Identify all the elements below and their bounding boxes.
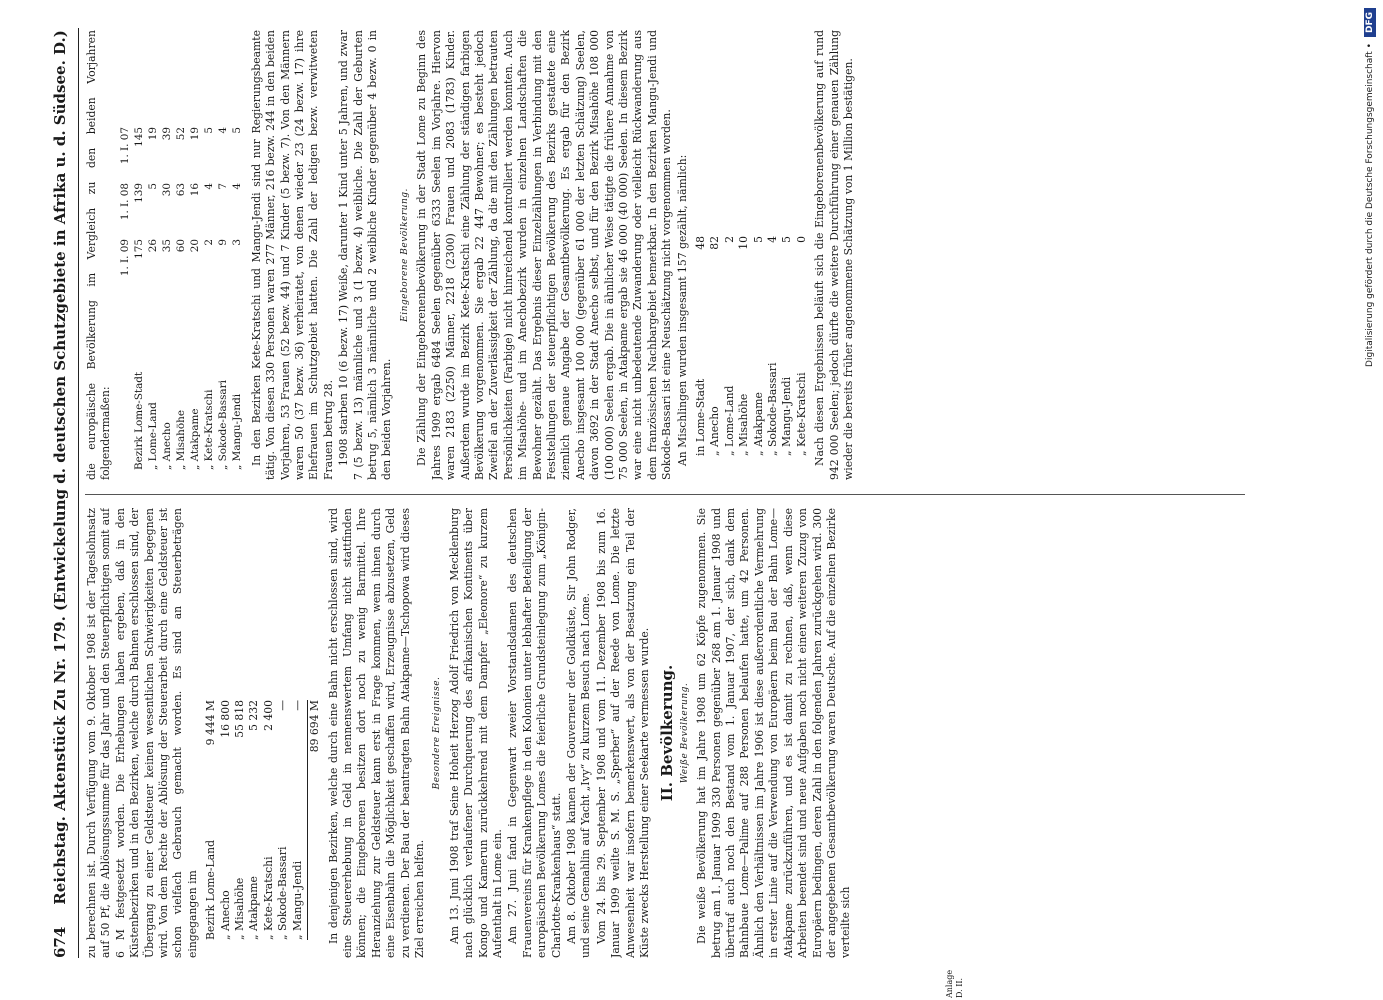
paragraph: Am 8. Oktober 1908 kamen der Gouverneur der Goldküste, Sir John Rodger, und seine Gemahlin auf Yacht „Ivy“ zu kurzem Besuch nach Lome.: [565, 508, 593, 958]
table-row: „ Misahöhe 60 63 52: [174, 127, 187, 470]
paragraph: In den Bezirken Kete-Kratschi und Mangu-Jendi sind nur Regierungsbeamte tätig. Von diesen 330 Personen waren 277 Männer, 216 bezw. 244 in den beiden Vorjahren, 53 Frauen (52 bezw. 44) und 7 Kinder (5 bezw. 7). Von den Männern waren 50 (37 bezw. 36) verheiratet, von denen wieder 23 (24 bezw. 17) ihre Ehefrauen im Schutzgebiet hatten. Die Zahl der ledigen bezw. verwitweten Frauen betrug 28.: [249, 30, 335, 480]
paragraph: Die weiße Bevölkerung hat im Jahre 1908 um 62 Köpfe zugenommen. Sie betrug am 1. Januar 1909 330 Personen gegenüber 268 am 1. Januar 1908 und übertraf auch noch den Bestand vom 1. Januar 1907, der sich, dank dem Bahnbaue Lome—Palime auf 288 Personen belaufen hatte, um 42 Personen. Ähnlich den Verhältnissen im Jahre 1906 ist diese außerordentliche Vermehrung in erster Linie auf die Verwendung von Europäern beim Bau der Bahn Lome—Atakpame zurückzuführen, und es ist damit zu rechnen, daß, wenn diese Arbeiten beendet sind und neue Aufgaben noch nicht einen weiteren Zuzug von Europäern bedingen, deren Zahl in den folgenden Jahren zurückgehen wird. 300 der angegebenen Gesamtbevölkerung waren Deutsche. Auf die einzelnen Bezirke verteilte sich: [695, 508, 853, 958]
subheading-white-population: Weiße Bevölkerung.: [679, 682, 690, 784]
section-heading: II. Bevölkerung.: [658, 664, 677, 802]
paragraph: Am 13. Juni 1908 traf Seine Hoheit Herzog Adolf Friedrich von Mecklenburg nach glücklich verlaufener Durchquerung des afrikanischen Kontinents über Kongo und Kamerun zurückkehrend mit dem Dampfer „Eleonore“ zu kurzem Aufenthalt in Lome ein.: [447, 508, 504, 958]
tax-sum: 89 694 M: [308, 700, 322, 753]
population-table: [118, 119, 244, 470]
paragraph: die europäische Bevölkerung im Vergleich zu den beiden Vorjahren folgendermaßen:: [85, 30, 113, 480]
tax-list: [204, 508, 322, 940]
page-title: Reichstag. Aktenstück Zu Nr. 179. (Entwickelung d. deutschen Schutzgebiete in Afrika u. d. Südsee. D.): [51, 30, 69, 905]
subheading-native-population: Eingeborene Bevölkerung.: [399, 188, 410, 322]
table-row: „ Sokode-Bassari 9 7 4: [216, 127, 229, 470]
table-row: „ Mangu-Jendi 3 4 5: [230, 127, 243, 470]
paragraph: Die Zählung der Eingeborenenbevölkerung in der Stadt Lome zu Beginn des Jahres 1909 ergab 6484 Seelen gegenüber 6333 Seelen im Vorjahre. Hiervon waren 2183 (2250) Männer, 2218 (2300) Frauen und 2083 (1783) Kinder. Außerdem wurde im Bezirk Kete-Kratschi eine Zählung der ständigen farbigen Bevölkerung vorgenommen. Sie ergab 22 447 Bewohner; es besteht jedoch Zweifel an der Zuverlässigkeit der Zählung, da die mit den Zählungen betrauten Persönlichkeiten (Farbige) nicht hinreichend kontrolliert werden konnten. Auch im Misahöhe- und im Anechobezirk wurden in einzelnen Landschaften die Bewohner gezählt. Das Ergebnis dieser Einzelzählungen in Verbindung mit den Feststellungen der steuerpflichtigen Bevölkerung des Bezirks gestattete eine ziemlich genaue Angabe der Gesamtbevölkerung. Es ergab für den Bezirk Anecho insgesamt 100 000 (gegenüber 61 000 der letzten Schätzung) Seelen, davon 3692 in der Stadt Anecho selbst, und für den Bezirk Misahöhe 108 000 (100 000) Seelen ergab. Die in ähnlicher Weise tätigte die frühere Annahme von 75 000 Seelen, in Atakpame ergab sie 46 000 (40 000) Seelen. In diesem Bezirk war eine nicht unbedeutende Zuwanderung oder vielleicht Rückwanderung aus dem französischen Nachbargebiet bemerkbar. In den Bezirken Mangu-Jendi und Sokode-Bassari ist eine Neuschätzung nicht vorgenommen worden.: [415, 30, 674, 480]
dfg-credit: Digitalisierung gefördert durch die Deutsche Forschungsgemeinschaft •: [1365, 43, 1375, 367]
list-item: „ Kete-Kratschi 0: [794, 236, 808, 456]
list-item: „ Atakpame 5: [751, 236, 765, 456]
list-item: „ Mangu-Jendi —: [290, 700, 304, 940]
margin-note: Anlage D. II.: [945, 969, 964, 998]
right-column: [85, 30, 1285, 480]
mixed-population-list: [694, 30, 809, 456]
list-item: „ Kete-Kratschi 2 400: [261, 700, 275, 940]
list-item: „ Mangu-Jendi 5: [780, 236, 794, 456]
list-item: „ Anecho 16 800: [218, 700, 232, 940]
list-item: „ Lome-Land 2: [722, 236, 736, 456]
table-row: „ Lome-Land 26 5 19: [146, 127, 159, 470]
table-row: „ Anecho 35 30 39: [160, 127, 173, 470]
column-divider: [85, 494, 1245, 495]
header-rule: [78, 28, 79, 958]
paragraph: Nach diesen Ergebnissen beläuft sich die Eingeborenenbevölkerung auf rund 942 000 Seelen; jedoch dürfte die weitere Durchführung einer genauen Zählung wieder die bereits früher angenommene Schätzung von 1 Million bestätigen.: [813, 30, 856, 480]
rotated-page: [45, 28, 1295, 998]
table-row: Bezirk Lome-Stadt 175 139 145: [132, 127, 145, 470]
table-row: „ Kete-Kratschi 2 4 5: [202, 127, 215, 470]
dfg-sidebar: [1360, 0, 1380, 1000]
list-item: Bezirk Lome-Land 9 444 M: [204, 700, 218, 940]
list-item: „ Sokode-Bassari —: [276, 700, 290, 940]
paragraph: 1908 starben 10 (6 bezw. 17) Weiße, darunter 1 Kind unter 5 Jahren, und zwar 7 (5 bezw. 13) männliche und 3 (1 bezw. 4) weibliche. Die Zahl der Geburten betrug 5, nämlich 3 männliche und 2 weibliche Kinder gegenüber 4 bezw. 0 in den beiden Vorjahren.: [337, 30, 394, 480]
column-header: 1. I. 09: [118, 239, 131, 277]
page-header: [45, 28, 75, 958]
list-item: in Lome-Stadt 48: [694, 236, 707, 456]
paragraph: Am 27. Juni fand in Gegenwart zweier Vorstandsdamen des deutschen Frauenvereins für Krankenpflege in den Kolonien unter lebhafter Beteiligung der europäischen Bevölkerung Lomes die feierliche Grundsteinlegung zum „Königin-Charlotte-Krankenhaus“ statt.: [506, 508, 563, 958]
column-header: 1. I. 08: [118, 183, 131, 221]
list-item: „ Misahöhe 10: [737, 236, 751, 456]
table-header-row: [118, 119, 132, 470]
left-column: [85, 508, 1285, 958]
list-item: „ Anecho 82: [708, 236, 722, 456]
paragraph: An Mischlingen wurden insgesamt 157 gezählt, nämlich:: [675, 154, 689, 466]
paragraph: zu berechnen ist. Durch Verfügung vom 9. Oktober 1908 ist der Tageslohnsatz auf 50 Pf, die Ablösungssumme für das Jahr und den Steuerpflichtigen somit auf 6 M festgesetzt worden. Die Erhebungen haben ergeben, daß in den Küstenbezirken und in den Bezirken, welche durch Bahnen erschlossen sind, der Übergang zu einer Geldsteuer keinen wesentlichen Schwierigkeiten begegnen wird. Von dem Rechte der Ablösung der Steuerarbeit durch eine Geldsteuer ist schon vielfach Gebrauch gemacht worden. Es sind an Steuerbeträgen eingegangen im: [85, 508, 199, 958]
column-header: 1. I. 07: [118, 127, 131, 165]
list-item: „ Misahöhe 55 818: [233, 700, 247, 940]
paragraph: In denjenigen Bezirken, welche durch eine Bahn nicht erschlossen sind, wird eine Steuererhebung in Geld in nennenswertem Umfang nicht stattfinden können; die Eingeborenen besitzen dort noch zu wenig Barmittel. Ihre Heranziehung zur Geldsteuer kann erst in Frage kommen, wenn ihnen durch eine Eisenbahn die Möglichkeit geschaffen wird, Erzeugnisse abzusetzen, Geld zu verdienen. Der Bau der beantragten Bahn Atakpame—Tschopowa wird dieses Ziel erreichen helfen.: [326, 508, 426, 958]
list-item: „ Atakpame 5 232: [247, 700, 261, 940]
table-row: „ Atakpame 20 16 19: [188, 127, 201, 470]
subheading-events: Besondere Ereignisse.: [432, 676, 443, 790]
dfg-logo: DFG: [1364, 8, 1376, 37]
page-number: 674: [51, 926, 69, 958]
paragraph: Vom 24. bis 29. September 1908 und vom 11. Dezember 1908 bis zum 16. Januar 1909 weilte S. M. S. „Sperber“ auf der Reede von Lome. Die letzte Anwesenheit war insofern bemerkenswert, als von der Besatzung ein Teil der Küste zwecks Herstellung einer Seekarte vermessen wurde.: [594, 508, 652, 958]
list-item: „ Sokode-Bassari 4: [766, 236, 780, 456]
